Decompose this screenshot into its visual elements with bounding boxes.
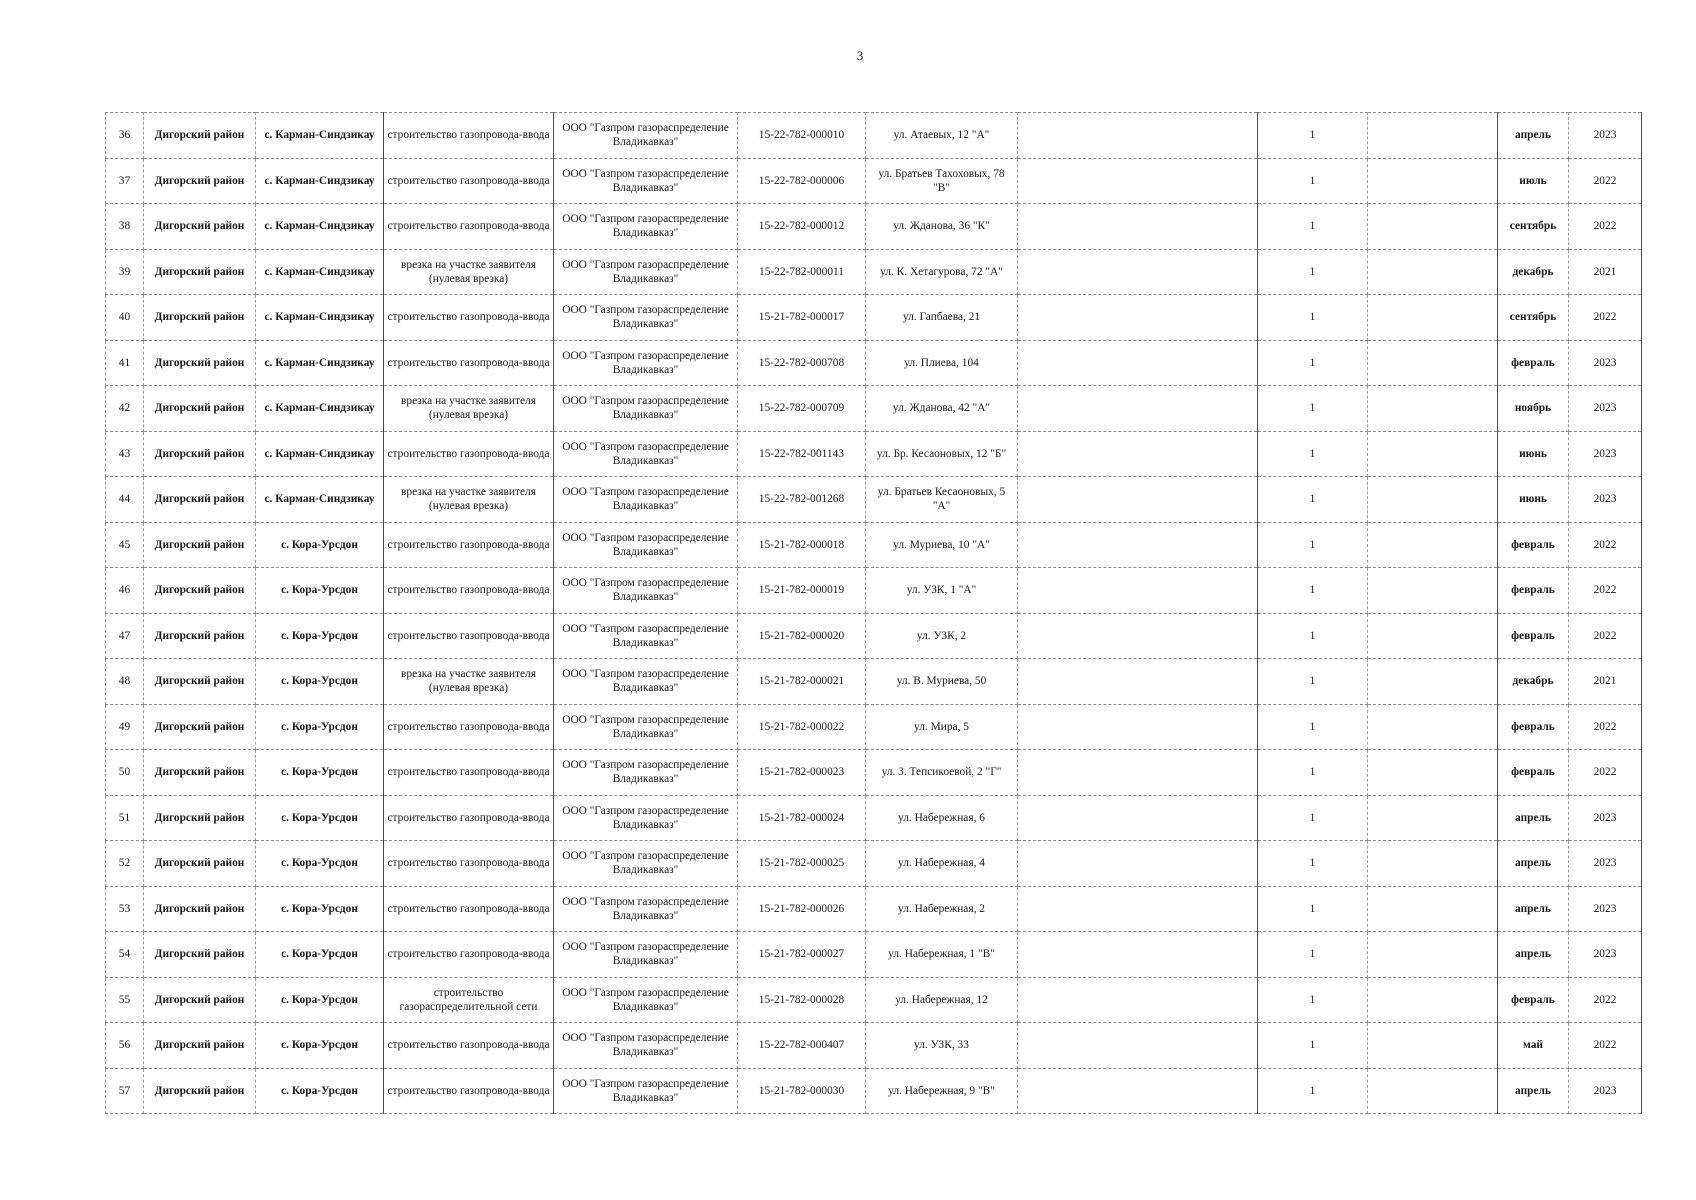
month-cell: апрель — [1498, 113, 1569, 159]
application-code-cell: 15-22-782-000012 — [738, 204, 866, 250]
address-cell: ул. Плиева, 104 — [866, 340, 1018, 386]
quantity-cell: 1 — [1258, 750, 1368, 796]
work-type-cell: врезка на участке заявителя (нулевая врезка) — [384, 477, 554, 523]
district-cell: Дигорский район — [144, 158, 256, 204]
empty-cell — [1018, 158, 1258, 204]
village-cell: с. Кора-Урсдон — [256, 977, 384, 1023]
month-cell: апрель — [1498, 932, 1569, 978]
work-type-cell: врезка на участке заявителя (нулевая врезка) — [384, 386, 554, 432]
month-cell: апрель — [1498, 841, 1569, 887]
row-number: 44 — [106, 477, 144, 523]
year-cell: 2023 — [1569, 886, 1642, 932]
table-row — [106, 659, 1642, 705]
quantity-cell: 1 — [1258, 340, 1368, 386]
month-cell: апрель — [1498, 886, 1569, 932]
empty-cell — [1368, 295, 1498, 341]
village-cell: с. Кора-Урсдон — [256, 886, 384, 932]
address-cell: ул. УЗК, 1 "А" — [866, 568, 1018, 614]
row-number: 41 — [106, 340, 144, 386]
organization-cell: ООО "Газпром газораспределение Владикавказ" — [554, 795, 738, 841]
village-cell: с. Карман-Синдзикау — [256, 204, 384, 250]
row-number: 40 — [106, 295, 144, 341]
address-cell: ул. УЗК, 2 — [866, 613, 1018, 659]
application-code-cell: 15-21-782-000028 — [738, 977, 866, 1023]
district-cell: Дигорский район — [144, 841, 256, 887]
work-type-cell: строительство газопровода-ввода — [384, 113, 554, 159]
month-cell: февраль — [1498, 704, 1569, 750]
page-number: 3 — [856, 48, 864, 63]
address-cell: ул. Братьев Тахоховых, 78 "В" — [866, 158, 1018, 204]
organization-cell: ООО "Газпром газораспределение Владикавказ" — [554, 1068, 738, 1114]
month-cell: апрель — [1498, 1068, 1569, 1114]
empty-cell — [1018, 1068, 1258, 1114]
row-number: 52 — [106, 841, 144, 887]
year-cell: 2023 — [1569, 386, 1642, 432]
empty-cell — [1368, 158, 1498, 204]
district-cell: Дигорский район — [144, 704, 256, 750]
work-type-cell: строительство газопровода-ввода — [384, 1023, 554, 1069]
empty-cell — [1018, 431, 1258, 477]
table-row — [106, 295, 1642, 341]
organization-cell: ООО "Газпром газораспределение Владикавказ" — [554, 477, 738, 523]
application-code-cell: 15-22-782-000006 — [738, 158, 866, 204]
year-cell: 2022 — [1569, 568, 1642, 614]
village-cell: с. Кора-Урсдон — [256, 1068, 384, 1114]
organization-cell: ООО "Газпром газораспределение Владикавказ" — [554, 431, 738, 477]
organization-cell: ООО "Газпром газораспределение Владикавказ" — [554, 659, 738, 705]
empty-cell — [1018, 113, 1258, 159]
table-row — [106, 204, 1642, 250]
organization-cell: ООО "Газпром газораспределение Владикавказ" — [554, 841, 738, 887]
empty-cell — [1018, 795, 1258, 841]
table-row — [106, 613, 1642, 659]
empty-cell — [1368, 568, 1498, 614]
month-cell: декабрь — [1498, 249, 1569, 295]
application-code-cell: 15-21-782-000018 — [738, 522, 866, 568]
application-code-cell: 15-22-782-000010 — [738, 113, 866, 159]
quantity-cell: 1 — [1258, 249, 1368, 295]
work-type-cell: строительство газопровода-ввода — [384, 704, 554, 750]
month-cell: февраль — [1498, 568, 1569, 614]
table-row — [106, 750, 1642, 796]
quantity-cell: 1 — [1258, 659, 1368, 705]
village-cell: с. Кора-Урсдон — [256, 750, 384, 796]
organization-cell: ООО "Газпром газораспределение Владикавказ" — [554, 340, 738, 386]
table-row — [106, 1068, 1642, 1114]
district-cell: Дигорский район — [144, 932, 256, 978]
year-cell: 2022 — [1569, 613, 1642, 659]
district-cell: Дигорский район — [144, 204, 256, 250]
organization-cell: ООО "Газпром газораспределение Владикавказ" — [554, 932, 738, 978]
empty-cell — [1018, 704, 1258, 750]
district-cell: Дигорский район — [144, 659, 256, 705]
application-code-cell: 15-22-782-001268 — [738, 477, 866, 523]
address-cell: ул. Набережная, 9 "В" — [866, 1068, 1018, 1114]
table-row — [106, 431, 1642, 477]
empty-cell — [1368, 386, 1498, 432]
quantity-cell: 1 — [1258, 886, 1368, 932]
district-cell: Дигорский район — [144, 431, 256, 477]
district-cell: Дигорский район — [144, 977, 256, 1023]
row-number: 42 — [106, 386, 144, 432]
year-cell: 2022 — [1569, 295, 1642, 341]
organization-cell: ООО "Газпром газораспределение Владикавказ" — [554, 249, 738, 295]
quantity-cell: 1 — [1258, 1068, 1368, 1114]
address-cell: ул. З. Тепсикоевой, 2 "Г" — [866, 750, 1018, 796]
district-cell: Дигорский район — [144, 1023, 256, 1069]
application-code-cell: 15-22-782-001143 — [738, 431, 866, 477]
empty-cell — [1368, 522, 1498, 568]
work-type-cell: строительство газопровода-ввода — [384, 431, 554, 477]
empty-cell — [1018, 932, 1258, 978]
quantity-cell: 1 — [1258, 841, 1368, 887]
empty-cell — [1368, 750, 1498, 796]
year-cell: 2023 — [1569, 932, 1642, 978]
application-code-cell: 15-21-782-000017 — [738, 295, 866, 341]
year-cell: 2022 — [1569, 1023, 1642, 1069]
table-row — [106, 249, 1642, 295]
organization-cell: ООО "Газпром газораспределение Владикавказ" — [554, 613, 738, 659]
row-number: 54 — [106, 932, 144, 978]
organization-cell: ООО "Газпром газораспределение Владикавказ" — [554, 295, 738, 341]
district-cell: Дигорский район — [144, 249, 256, 295]
work-type-cell: строительство газопровода-ввода — [384, 750, 554, 796]
work-type-cell: строительство газопровода-ввода — [384, 568, 554, 614]
table-row — [106, 977, 1642, 1023]
village-cell: с. Кора-Урсдон — [256, 659, 384, 705]
quantity-cell: 1 — [1258, 568, 1368, 614]
table-row — [106, 932, 1642, 978]
empty-cell — [1018, 295, 1258, 341]
row-number: 46 — [106, 568, 144, 614]
empty-cell — [1368, 795, 1498, 841]
empty-cell — [1368, 113, 1498, 159]
year-cell: 2021 — [1569, 659, 1642, 705]
work-type-cell: строительство газопровода-ввода — [384, 795, 554, 841]
year-cell: 2022 — [1569, 204, 1642, 250]
application-code-cell: 15-22-782-000011 — [738, 249, 866, 295]
empty-cell — [1368, 1068, 1498, 1114]
application-code-cell: 15-21-782-000026 — [738, 886, 866, 932]
row-number: 56 — [106, 1023, 144, 1069]
empty-cell — [1018, 750, 1258, 796]
organization-cell: ООО "Газпром газораспределение Владикавказ" — [554, 886, 738, 932]
empty-cell — [1018, 477, 1258, 523]
row-number: 50 — [106, 750, 144, 796]
month-cell: июль — [1498, 158, 1569, 204]
application-code-cell: 15-21-782-000023 — [738, 750, 866, 796]
village-cell: с. Кора-Урсдон — [256, 704, 384, 750]
village-cell: с. Кора-Урсдон — [256, 932, 384, 978]
row-number: 38 — [106, 204, 144, 250]
organization-cell: ООО "Газпром газораспределение Владикавказ" — [554, 158, 738, 204]
district-cell: Дигорский район — [144, 522, 256, 568]
work-type-cell: врезка на участке заявителя (нулевая врезка) — [384, 659, 554, 705]
village-cell: с. Карман-Синдзикау — [256, 295, 384, 341]
organization-cell: ООО "Газпром газораспределение Владикавказ" — [554, 750, 738, 796]
village-cell: с. Карман-Синдзикау — [256, 386, 384, 432]
quantity-cell: 1 — [1258, 613, 1368, 659]
empty-cell — [1018, 886, 1258, 932]
village-cell: с. Карман-Синдзикау — [256, 158, 384, 204]
empty-cell — [1018, 386, 1258, 432]
village-cell: с. Кора-Урсдон — [256, 1023, 384, 1069]
works-table — [105, 112, 1642, 1114]
empty-cell — [1368, 340, 1498, 386]
month-cell: февраль — [1498, 340, 1569, 386]
application-code-cell: 15-21-782-000025 — [738, 841, 866, 887]
quantity-cell: 1 — [1258, 295, 1368, 341]
application-code-cell: 15-21-782-000027 — [738, 932, 866, 978]
row-number: 57 — [106, 1068, 144, 1114]
quantity-cell: 1 — [1258, 204, 1368, 250]
village-cell: с. Кора-Урсдон — [256, 522, 384, 568]
month-cell: февраль — [1498, 613, 1569, 659]
table-row — [106, 477, 1642, 523]
address-cell: ул. Муриева, 10 "А" — [866, 522, 1018, 568]
application-code-cell: 15-21-782-000024 — [738, 795, 866, 841]
empty-cell — [1368, 249, 1498, 295]
address-cell: ул. Жданова, 42 "А" — [866, 386, 1018, 432]
row-number: 36 — [106, 113, 144, 159]
application-code-cell: 15-21-782-000022 — [738, 704, 866, 750]
empty-cell — [1018, 841, 1258, 887]
table-row — [106, 113, 1642, 159]
district-cell: Дигорский район — [144, 795, 256, 841]
month-cell: апрель — [1498, 795, 1569, 841]
row-number: 45 — [106, 522, 144, 568]
empty-cell — [1368, 704, 1498, 750]
work-type-cell: строительство газопровода-ввода — [384, 158, 554, 204]
year-cell: 2023 — [1569, 477, 1642, 523]
quantity-cell: 1 — [1258, 431, 1368, 477]
month-cell: февраль — [1498, 750, 1569, 796]
year-cell: 2023 — [1569, 340, 1642, 386]
empty-cell — [1018, 204, 1258, 250]
work-type-cell: строительство газопровода-ввода — [384, 886, 554, 932]
application-code-cell: 15-21-782-000021 — [738, 659, 866, 705]
year-cell: 2021 — [1569, 249, 1642, 295]
organization-cell: ООО "Газпром газораспределение Владикавказ" — [554, 1023, 738, 1069]
quantity-cell: 1 — [1258, 522, 1368, 568]
village-cell: с. Карман-Синдзикау — [256, 249, 384, 295]
row-number: 37 — [106, 158, 144, 204]
month-cell: февраль — [1498, 522, 1569, 568]
address-cell: ул. Набережная, 12 — [866, 977, 1018, 1023]
organization-cell: ООО "Газпром газораспределение Владикавказ" — [554, 113, 738, 159]
table-row — [106, 1023, 1642, 1069]
table-body — [106, 113, 1642, 1114]
month-cell: май — [1498, 1023, 1569, 1069]
row-number: 55 — [106, 977, 144, 1023]
address-cell: ул. Набережная, 4 — [866, 841, 1018, 887]
month-cell: июнь — [1498, 477, 1569, 523]
work-type-cell: строительство газопровода-ввода — [384, 204, 554, 250]
row-number: 49 — [106, 704, 144, 750]
work-type-cell: строительство газопровода-ввода — [384, 932, 554, 978]
village-cell: с. Карман-Синдзикау — [256, 477, 384, 523]
row-number: 39 — [106, 249, 144, 295]
table-row — [106, 795, 1642, 841]
empty-cell — [1368, 477, 1498, 523]
month-cell: ноябрь — [1498, 386, 1569, 432]
row-number: 53 — [106, 886, 144, 932]
village-cell: с. Карман-Синдзикау — [256, 431, 384, 477]
application-code-cell: 15-22-782-000709 — [738, 386, 866, 432]
address-cell: ул. Бр. Кесаоновых, 12 "Б" — [866, 431, 1018, 477]
empty-cell — [1368, 1023, 1498, 1069]
organization-cell: ООО "Газпром газораспределение Владикавказ" — [554, 386, 738, 432]
empty-cell — [1368, 431, 1498, 477]
table-row — [106, 522, 1642, 568]
empty-cell — [1368, 204, 1498, 250]
work-type-cell: врезка на участке заявителя (нулевая врезка) — [384, 249, 554, 295]
empty-cell — [1018, 340, 1258, 386]
work-type-cell: строительство газопровода-ввода — [384, 295, 554, 341]
address-cell: ул. Братьев Кесаоновых, 5 "А" — [866, 477, 1018, 523]
district-cell: Дигорский район — [144, 340, 256, 386]
empty-cell — [1018, 249, 1258, 295]
address-cell: ул. Набережная, 2 — [866, 886, 1018, 932]
address-cell: ул. Мира, 5 — [866, 704, 1018, 750]
quantity-cell: 1 — [1258, 113, 1368, 159]
year-cell: 2023 — [1569, 1068, 1642, 1114]
empty-cell — [1018, 977, 1258, 1023]
quantity-cell: 1 — [1258, 977, 1368, 1023]
district-cell: Дигорский район — [144, 1068, 256, 1114]
empty-cell — [1368, 886, 1498, 932]
quantity-cell: 1 — [1258, 1023, 1368, 1069]
month-cell: июнь — [1498, 431, 1569, 477]
year-cell: 2022 — [1569, 158, 1642, 204]
row-number: 51 — [106, 795, 144, 841]
table-row — [106, 386, 1642, 432]
work-type-cell: строительство газопровода-ввода — [384, 1068, 554, 1114]
work-type-cell: строительство газопровода-ввода — [384, 522, 554, 568]
address-cell: ул. Атаевых, 12 "А" — [866, 113, 1018, 159]
application-code-cell: 15-22-782-000708 — [738, 340, 866, 386]
address-cell: ул. Набережная, 1 "В" — [866, 932, 1018, 978]
district-cell: Дигорский район — [144, 886, 256, 932]
address-cell: ул. Жданова, 36 "К" — [866, 204, 1018, 250]
district-cell: Дигорский район — [144, 613, 256, 659]
organization-cell: ООО "Газпром газораспределение Владикавказ" — [554, 522, 738, 568]
village-cell: с. Кора-Урсдон — [256, 613, 384, 659]
address-cell: ул. В. Муриева, 50 — [866, 659, 1018, 705]
organization-cell: ООО "Газпром газораспределение Владикавказ" — [554, 568, 738, 614]
year-cell: 2022 — [1569, 704, 1642, 750]
empty-cell — [1018, 568, 1258, 614]
quantity-cell: 1 — [1258, 704, 1368, 750]
table-row — [106, 886, 1642, 932]
year-cell: 2022 — [1569, 977, 1642, 1023]
district-cell: Дигорский район — [144, 386, 256, 432]
work-type-cell: строительство газопровода-ввода — [384, 340, 554, 386]
empty-cell — [1368, 977, 1498, 1023]
empty-cell — [1368, 932, 1498, 978]
quantity-cell: 1 — [1258, 932, 1368, 978]
quantity-cell: 1 — [1258, 795, 1368, 841]
quantity-cell: 1 — [1258, 158, 1368, 204]
table-row — [106, 158, 1642, 204]
organization-cell: ООО "Газпром газораспределение Владикавказ" — [554, 704, 738, 750]
empty-cell — [1368, 659, 1498, 705]
year-cell: 2022 — [1569, 522, 1642, 568]
address-cell: ул. Набережная, 6 — [866, 795, 1018, 841]
village-cell: с. Кора-Урсдон — [256, 795, 384, 841]
village-cell: с. Кора-Урсдон — [256, 568, 384, 614]
year-cell: 2023 — [1569, 795, 1642, 841]
table-row — [106, 704, 1642, 750]
empty-cell — [1018, 522, 1258, 568]
district-cell: Дигорский район — [144, 477, 256, 523]
application-code-cell: 15-21-782-000019 — [738, 568, 866, 614]
month-cell: сентябрь — [1498, 295, 1569, 341]
month-cell: декабрь — [1498, 659, 1569, 705]
work-type-cell: строительство газопровода-ввода — [384, 613, 554, 659]
table-row — [106, 568, 1642, 614]
village-cell: с. Карман-Синдзикау — [256, 340, 384, 386]
work-type-cell: строительство газораспределительной сети — [384, 977, 554, 1023]
application-code-cell: 15-21-782-000030 — [738, 1068, 866, 1114]
row-number: 48 — [106, 659, 144, 705]
empty-cell — [1018, 659, 1258, 705]
quantity-cell: 1 — [1258, 386, 1368, 432]
empty-cell — [1368, 613, 1498, 659]
district-cell: Дигорский район — [144, 568, 256, 614]
empty-cell — [1368, 841, 1498, 887]
address-cell: ул. К. Хетагурова, 72 "А" — [866, 249, 1018, 295]
district-cell: Дигорский район — [144, 295, 256, 341]
row-number: 47 — [106, 613, 144, 659]
village-cell: с. Карман-Синдзикау — [256, 113, 384, 159]
month-cell: сентябрь — [1498, 204, 1569, 250]
month-cell: февраль — [1498, 977, 1569, 1023]
empty-cell — [1018, 1023, 1258, 1069]
district-cell: Дигорский район — [144, 750, 256, 796]
application-code-cell: 15-22-782-000407 — [738, 1023, 866, 1069]
table-row — [106, 841, 1642, 887]
table-row — [106, 340, 1642, 386]
village-cell: с. Кора-Урсдон — [256, 841, 384, 887]
address-cell: ул. Гапбаева, 21 — [866, 295, 1018, 341]
row-number: 43 — [106, 431, 144, 477]
address-cell: ул. УЗК, 33 — [866, 1023, 1018, 1069]
year-cell: 2023 — [1569, 431, 1642, 477]
empty-cell — [1018, 613, 1258, 659]
application-code-cell: 15-21-782-000020 — [738, 613, 866, 659]
work-type-cell: строительство газопровода-ввода — [384, 841, 554, 887]
district-cell: Дигорский район — [144, 113, 256, 159]
year-cell: 2023 — [1569, 841, 1642, 887]
organization-cell: ООО "Газпром газораспределение Владикавказ" — [554, 204, 738, 250]
year-cell: 2023 — [1569, 113, 1642, 159]
year-cell: 2022 — [1569, 750, 1642, 796]
organization-cell: ООО "Газпром газораспределение Владикавказ" — [554, 977, 738, 1023]
quantity-cell: 1 — [1258, 477, 1368, 523]
